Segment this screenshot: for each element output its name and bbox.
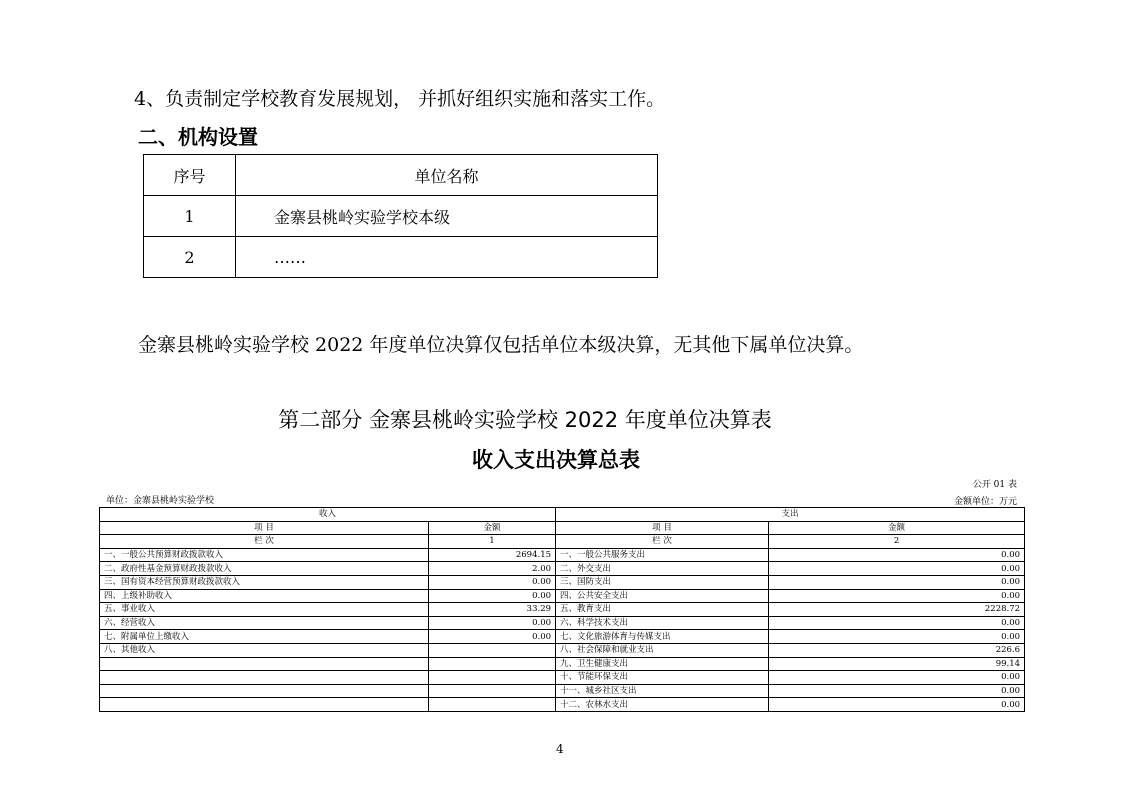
unit-label: 单位：金寨县桃岭实验学校 [106,496,215,506]
expense-amount: 0.00 [769,548,1025,562]
income-item: 八、其他收入 [100,643,429,657]
expense-amount: 0.00 [769,630,1025,644]
income-amount: 33.29 [429,603,556,617]
expense-amount: 0.00 [769,575,1025,589]
org-table-row [144,196,658,237]
table-row [100,630,1025,644]
income-expense-table [99,507,1025,712]
expense-item: 二、外交支出 [556,562,769,576]
form-code: 公开 01 表 [972,480,1017,490]
org-row-name: …… [236,237,658,278]
expense-item: 五、教育支出 [556,603,769,617]
income-item: 四、上级补助收入 [100,589,429,603]
income-item-label: 项 目 [100,521,429,535]
org-row-name: 金寨县桃岭实验学校本级 [236,196,658,237]
table-row [100,603,1025,617]
table-row [100,562,1025,576]
income-item: 一、一般公共预算财政拨款收入 [100,548,429,562]
income-item: 二、政府性基金预算财政拨款收入 [100,562,429,576]
income-amount: 0.00 [429,630,556,644]
table-row [100,616,1025,630]
org-row-index: 1 [144,196,236,237]
expense-amount: 226.6 [769,643,1025,657]
expense-item-label: 项 目 [556,521,769,535]
income-amount [429,657,556,671]
table-row [100,698,1025,712]
expense-item: 六、科学技术支出 [556,616,769,630]
income-amount [429,643,556,657]
amount-unit: 金额单位：万元 [953,497,1017,507]
income-amount: 0.00 [429,616,556,630]
expense-header: 支出 [556,508,1025,522]
expense-amount: 0.00 [769,589,1025,603]
income-amount: 0.00 [429,575,556,589]
income-amount [429,684,556,698]
expense-column-label: 栏 次 [556,535,769,549]
table-row [100,589,1025,603]
fin-column-number-row [100,535,1025,549]
intro-paragraph: 4、负责制定学校教育发展规划， 并抓好组织实施和落实工作。 [134,88,666,110]
expense-item: 七、文化旅游体育与传媒支出 [556,630,769,644]
expense-amount: 0.00 [769,562,1025,576]
expense-item: 四、公共安全支出 [556,589,769,603]
income-header: 收入 [100,508,556,522]
expense-amount: 0.00 [769,616,1025,630]
income-item: 六、经营收入 [100,616,429,630]
income-item: 三、国有资本经营预算财政拨款收入 [100,575,429,589]
expense-item: 一、一般公共服务支出 [556,548,769,562]
income-amount [429,671,556,685]
fin-subheader-row [100,521,1025,535]
table-title: 收入支出决算总表 [472,448,640,472]
expense-amount: 0.00 [769,671,1025,685]
income-column-number: 1 [429,535,556,549]
table-row [100,575,1025,589]
table-row [100,643,1025,657]
expense-item: 十二、农林水支出 [556,698,769,712]
expense-amount: 0.00 [769,684,1025,698]
table-row [100,671,1025,685]
income-item: 五、事业收入 [100,603,429,617]
expense-item: 三、国防支出 [556,575,769,589]
org-header-index: 序号 [144,155,236,196]
fin-header-row [100,508,1025,522]
scope-note: 金寨县桃岭实验学校 2022 年度单位决算仅包括单位本级决算，无其他下属单位决算。 [138,334,864,356]
org-header-name: 单位名称 [236,155,658,196]
page-number: 4 [556,742,564,756]
expense-amount-label: 金额 [769,521,1025,535]
expense-amount: 2228.72 [769,603,1025,617]
expense-column-number: 2 [769,535,1025,549]
income-amount: 2.00 [429,562,556,576]
org-table-header-row [144,155,658,196]
income-item [100,671,429,685]
income-amount: 2694.15 [429,548,556,562]
expense-item: 十一、城乡社区支出 [556,684,769,698]
expense-amount: 0.00 [769,698,1025,712]
part-title: 第二部分 金寨县桃岭实验学校 2022 年度单位决算表 [278,408,772,432]
table-row [100,684,1025,698]
income-item [100,684,429,698]
org-table-row [144,237,658,278]
income-amount [429,698,556,712]
income-item [100,698,429,712]
expense-item: 十、节能环保支出 [556,671,769,685]
income-amount: 0.00 [429,589,556,603]
expense-item: 九、卫生健康支出 [556,657,769,671]
table-row [100,657,1025,671]
expense-item: 八、社会保障和就业支出 [556,643,769,657]
income-item [100,657,429,671]
expense-amount: 99.14 [769,657,1025,671]
income-amount-label: 金额 [429,521,556,535]
org-row-index: 2 [144,237,236,278]
income-item: 七、附属单位上缴收入 [100,630,429,644]
table-row [100,548,1025,562]
section-heading: 二、机构设置 [138,125,258,149]
income-column-label: 栏 次 [100,535,429,549]
org-structure-table [143,154,658,278]
